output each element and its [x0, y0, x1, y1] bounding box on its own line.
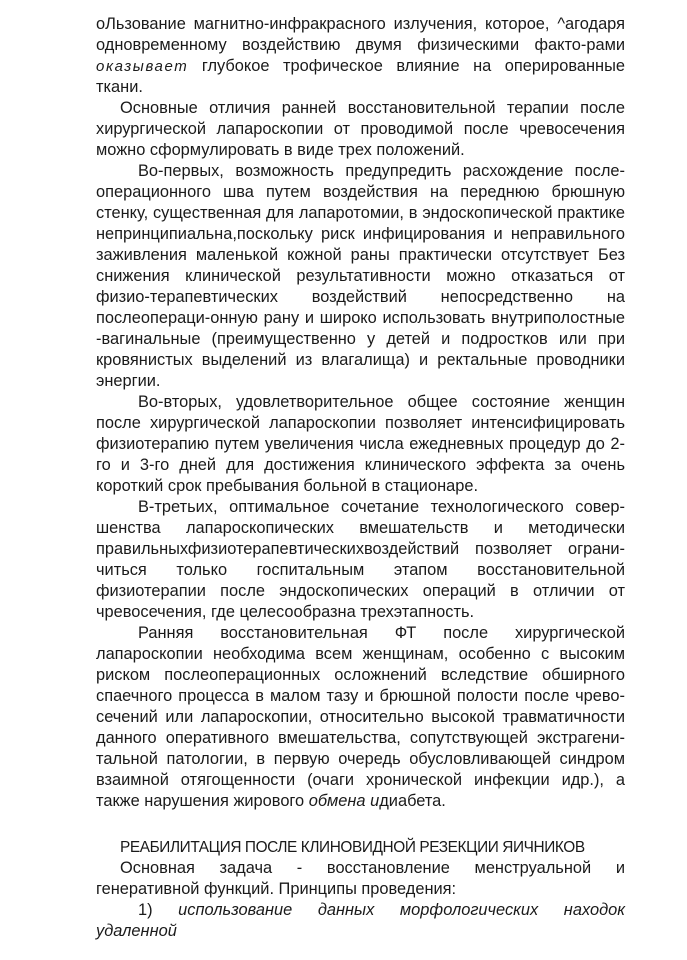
section-heading: РЕАБИЛИТАЦИЯ ПОСЛЕ КЛИНОВИДНОЙ РЕЗЕКЦИИ ЯИЧНИКОВ: [120, 839, 585, 856]
paragraph-8-number: 1): [138, 901, 179, 919]
paragraph-6-emphasis-2: и: [370, 792, 380, 810]
paragraph-1: [96, 14, 625, 98]
paragraph-2: Основные отличия ранней восстановительной терапии после хирургической лапароскопии от проводимой после чревосечения можно сформулировать в виде трех положений.: [96, 99, 625, 159]
paragraph-6-emphasis: обмена: [308, 792, 366, 810]
paragraph-6: [96, 623, 625, 812]
paragraph-6-text-c: диабета.: [379, 792, 446, 810]
paragraph-1-text-a: оЛьзование магнитно-инфракрасного излучения, которое, ^агодаря одновременному воздействию двумя физическими факто-рами: [96, 15, 625, 54]
paragraph-6-text-a: Ранняя восстановительная ФТ после хирургической лапароскопии необходима всем женщинам, особенно с высоким риском послеоперационных осложнений вследствие обширного спаечного процесса в малом тазу и брюшной полости после чрево-сечений или лапароскопии, относительно высокой травматичности данного оперативного вмешательства, сопутствующей экстрагени-тальной патологии, в первую очередь обусловливающей синдром взаимной отягощенности (очаги хронической инфекции идр.), а также нарушения жирового: [96, 624, 625, 810]
paragraph-1-text-b: глубокое трофическое влияние на оперированные ткани.: [96, 57, 625, 96]
paragraph-5: В-третьих, оптимальное сочетание технологического совер-шенства лапароскопических вмешательств и методически правильныхфизиотерапевтическихвоздействий позволяет ограни-читься только госпитальным этапом восстановительной физиотерапии после эндоскопических операций в отличии от чревосечения, где целесообразна трехэтапность.: [96, 498, 625, 621]
paragraph-4: Во-вторых, удовлетворительное общее состояние женщин после хирургической лапароскопии позволяет интенсифицировать физиотерапию путем увеличения числа ежедневных процедур до 2-го и 3-го дней для достижения клинического эффекта за очень короткий срок пребывания больной в стационаре.: [96, 393, 625, 495]
paragraph-3: Во-первых, возможность предупредить расхождение после-операционного шва путем воздействия на переднюю брюшную стенку, существенная для лапаротомии, в эндоскопической практике непринципиальна,поскольку риск инфицирования и неправильного заживления маленькой кожной раны практически отсутствует Без снижения клинической результативности можно отказаться от физио-терапевтических воздействий непосредственно на послеопераци-онную рану и широко использовать внутриполостные -вагинальные (преимущественно у детей и подростков или при кровянистых выделений из влагалища) и ректальные проводники энергии.: [96, 162, 625, 390]
paragraph-1-emphasis: оказывает: [96, 58, 189, 75]
paragraph-7: Основная задача - восстановление менструальной и генеративной функций. Принципы проведения:: [96, 859, 625, 898]
paragraph-8-emphasis: использование данных морфологических находок удаленной: [96, 901, 625, 940]
paragraph-8: [96, 900, 625, 942]
